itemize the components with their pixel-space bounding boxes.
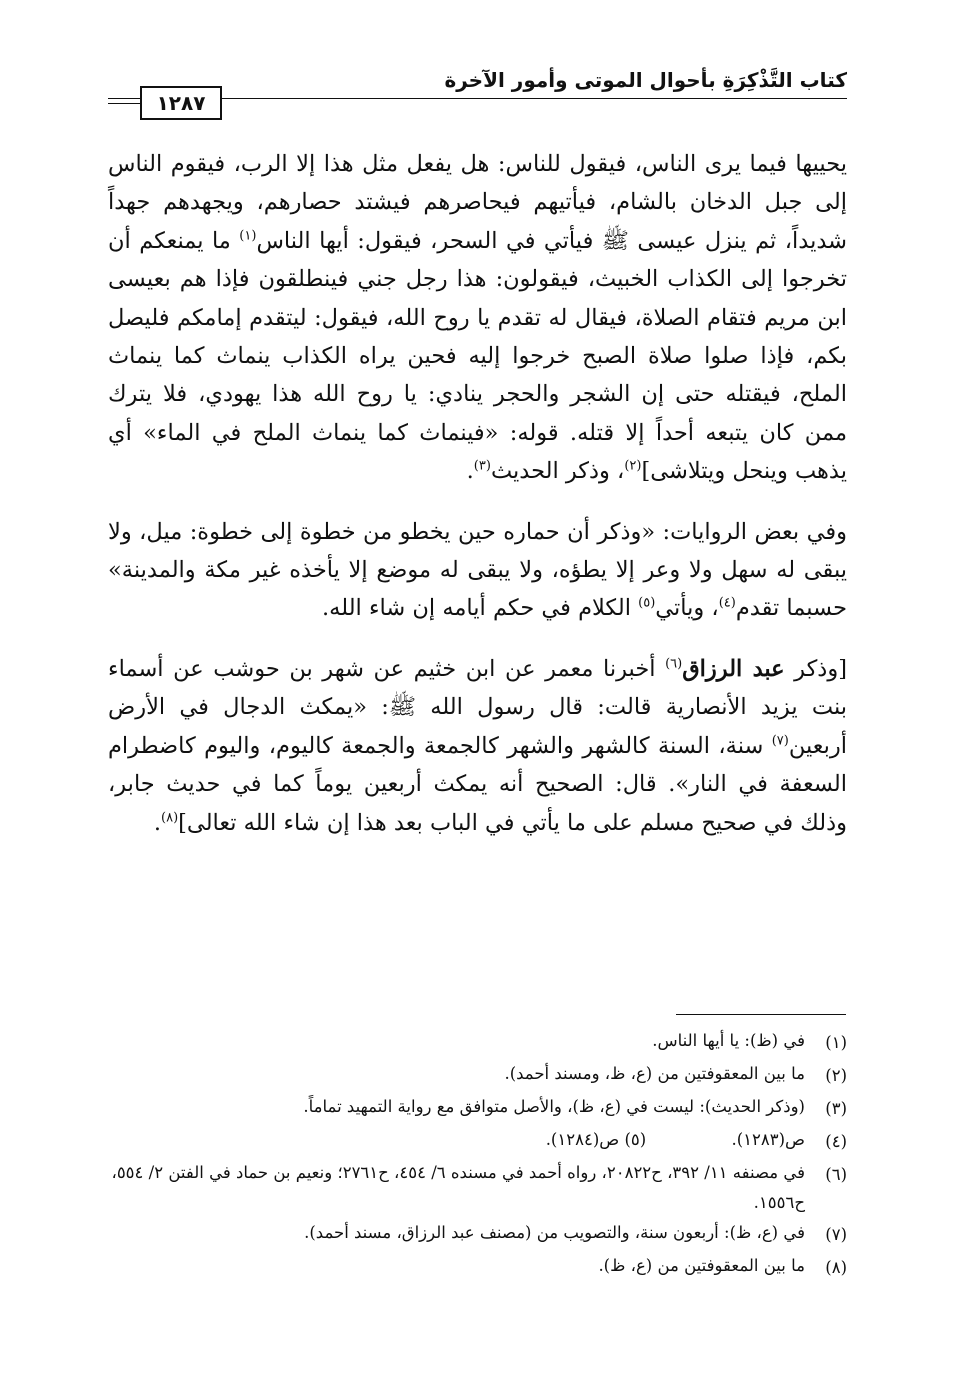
footnote-number: (٧) [825,1225,847,1244]
running-header-title: كتاب التَّذْكِرَةِ بأحوال الموتى وأمور الآخرة [444,68,847,92]
footnote-text: في (ع، ظ): أربعون سنة، والتصويب من (مصنف عبد الرزاق، مسند أحمد). [304,1223,805,1242]
footnote-3 [108,1092,847,1125]
footnote-6 [108,1158,847,1218]
footnote-text: ما بين المعقوفتين من (ع، ظ، ومسند أحمد). [504,1064,805,1083]
text-run: [وذكر [784,655,847,682]
bold-name: عبد الرزاق [682,655,785,682]
text-run: ما يمنعكم أن تخرجوا إلى الكذاب الخبيث، فيقولون: هذا رجل جني فينطلقون فإذا هم بعيسى ابن مريم فتقام الصلاة، فيقال له تقدم يا روح الله، فيقول: ليتقدم إمامكم فليصل بكم، فإذا صلوا صلاة الصبح خرجوا إليه فحين يراه الكذاب ينماث كما ينماث الملح، فيقتله حتى إن الشجر والحجر ينادي: يا روح الله هذا يهودي، فلا يترك ممن كان يتبعه أحداً إلا قتله. قوله: «فينماث كما ينماث الملح في الماء» أي يذهب وينحل ويتلاشى] [108,227,847,485]
footnote-ref-1: (١) [239,228,257,244]
text-run: وفي بعض الروايات: «وذكر أن حماره حين يخطو من خطوة إلى خطوة: ميل، ولا يبقى له سهل ولا وعر إلا يطؤه، ولا يبقى له موضع إلا يأخذه غير مكة والمدينة» حسبما تقدم [108,518,847,622]
footnote-text: ما بين المعقوفتين من (ع، ظ). [598,1256,805,1275]
text-run: ، ويأتي [655,595,719,622]
main-text [108,145,847,842]
footnotes [108,1026,847,1284]
footnote-ref-5: (٥) [638,595,656,611]
footnote-ref-8: (٨) [161,810,179,825]
footnote-1 [108,1026,847,1059]
text-run: ، وذكر الحديث [490,458,625,485]
footnote-text: (وذكر الحديث): ليست في (ع، ظ)، والأصل متوافق مع رواية التمهيد تماماً. [303,1097,805,1116]
footnote-text: ص(١٢٨٣). [731,1130,805,1149]
footnote-number: (٤) [825,1132,847,1151]
footnote-text: ص(١٢٨٤). [545,1130,620,1149]
footnote-pair [108,1125,805,1158]
footnote-number: (٨) [825,1258,847,1277]
footnote-ref-3: (٣) [473,458,491,474]
paragraph-2 [108,513,847,628]
footnote-text: في (ظ): يا أيها الناس. [652,1031,805,1050]
paragraph-3 [108,650,847,842]
text-run: أخبرنا معمر عن ابن خثيم عن شهر بن حوشب عن أسماء بنت يزيد الأنصارية قالت: قال رسول الله ﷺ: «يمكث الدجال في الأرض أربعين [108,655,847,759]
footnote-separator [676,1014,846,1015]
footnote-number: (٣) [825,1099,847,1118]
text-run: يحييها فيما يرى الناس، فيقول للناس: هل يفعل مثل هذا إلا الرب، فيقوم الناس إلى جبل الدخان بالشام، فيأتيهم فيحاصرهم فيشتد حصارهم، ويجهدهم جهداً شديداً، ثم ينزل عيسى ﷺ فيأتي في السحر، فيقول: أيها الناس [108,151,847,254]
paragraph-1 [108,145,847,491]
footnote-number: (٥) [624,1130,647,1149]
text-run: الكلام في حكم أيامه إن شاء الله. [322,595,639,622]
footnote-number: (٦) [825,1165,847,1184]
text-run: . [466,458,474,485]
footnote-text: في مصنفه ١١/ ٣٩٢، ح٢٠٨٢٢، رواه أحمد في مسنده ٦/ ٤٥٤، ح٢٧٦١؛ ونعيم بن حماد في الفتن ٢/ ٥٥٤، ح١٥٥٦. [111,1163,805,1212]
footnote-ref-4: (٤) [718,595,736,611]
text-run: سنة، السنة كالشهر والشهر كالجمعة والجمعة كاليوم، واليوم كاضطرام السعفة في النار». قال: الصحيح أنه يمكث أربعين يوماً كما في حديث جابر، وذلك في صحيح مسلم على ما يأتي في الباب بعد هذا إن شاء الله تعالى] [108,732,847,836]
text-run: . [153,809,162,836]
footnote-ref-7: (٧) [771,733,789,749]
footnote-8 [108,1251,847,1284]
footnote-7 [108,1218,847,1251]
page-number-box: ١٢٨٧ [140,86,222,120]
footnote-ref-6: (٦) [665,656,683,672]
footnote-number: (١) [825,1033,847,1052]
footnote-4-5 [108,1125,847,1158]
footnote-number: (٢) [825,1066,847,1085]
footnote-2 [108,1059,847,1092]
footnote-ref-2: (٢) [624,458,642,474]
